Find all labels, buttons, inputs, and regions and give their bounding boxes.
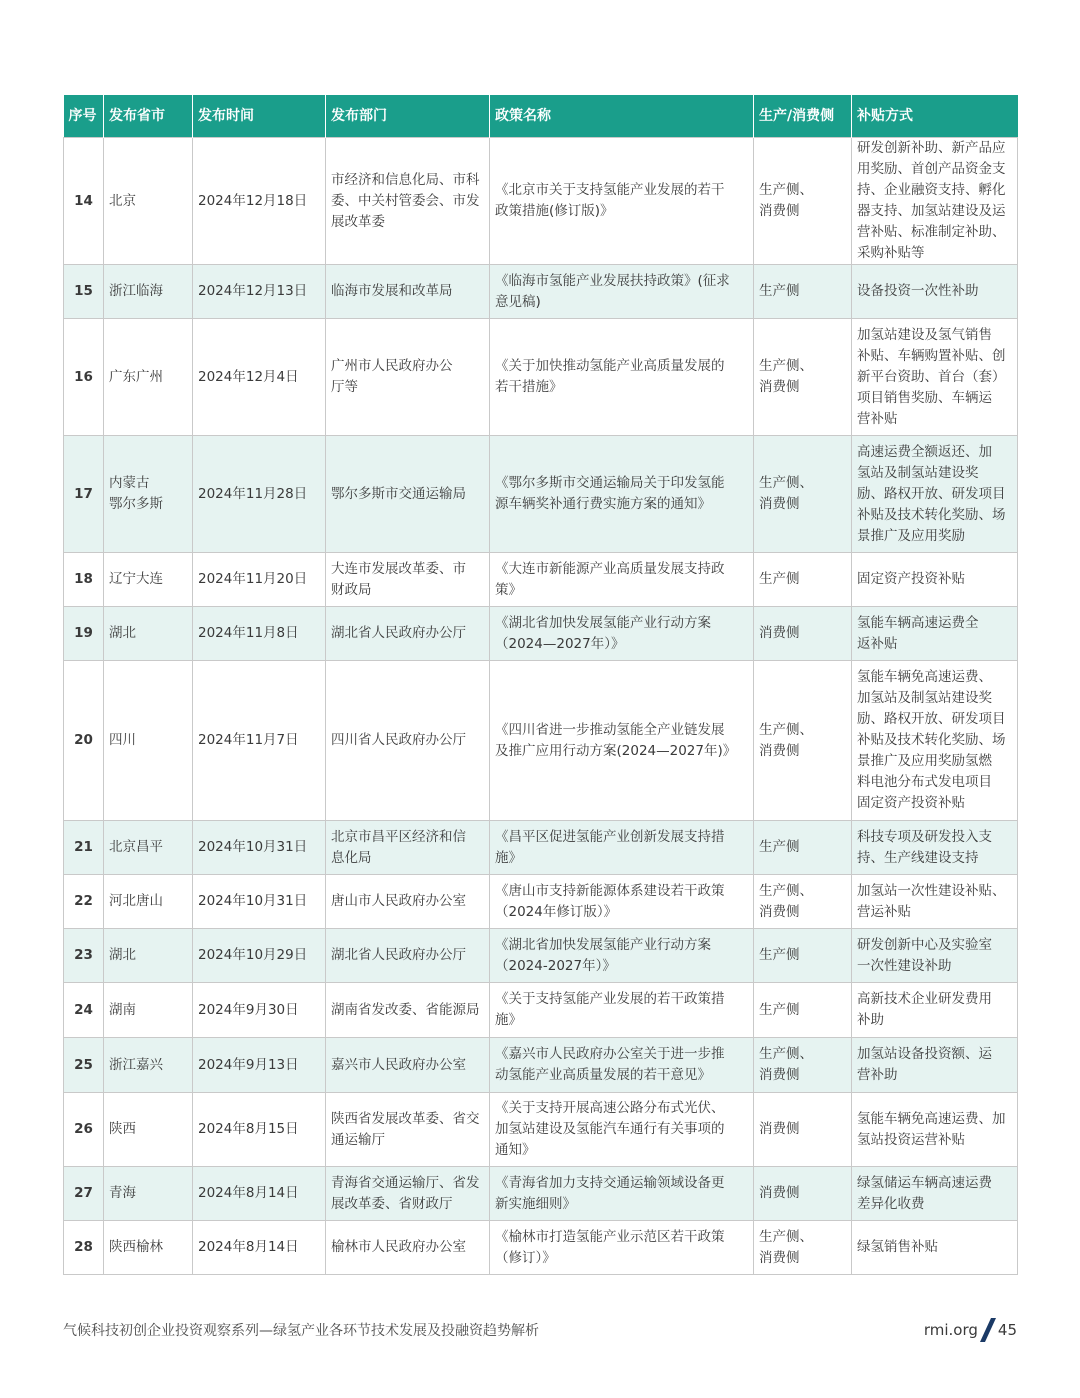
row-subsidy: 科技专项及研发投入支 持、生产线建设支持 [852,821,1018,875]
row-date: 2024年12月4日 [193,319,326,436]
row-date: 2024年10月31日 [193,875,326,929]
row-subsidy: 加氢站建设及氢气销售 补贴、车辆购置补贴、创 新平台资助、首台（套） 项目销售奖励、车辆运 营补贴 [852,319,1018,436]
header-cell: 补贴方式 [852,95,1018,138]
row-number: 27 [64,1167,104,1221]
row-dept: 临海市发展和改革局 [326,265,490,319]
table-row [64,1167,1018,1221]
row-side: 生产侧、 消费侧 [754,138,852,265]
header-cell: 发布部门 [326,95,490,138]
table-row [64,983,1018,1038]
footer-site-link[interactable]: rmi.org [923,1321,978,1339]
row-policy: 《榆林市打造氢能产业示范区若干政策 （修订）》 [490,1221,754,1275]
row-side: 生产侧 [754,983,852,1038]
table-row [64,821,1018,875]
row-policy: 《昌平区促进氢能产业创新发展支持措 施》 [490,821,754,875]
table-row [64,1221,1018,1275]
row-dept: 嘉兴市人民政府办公室 [326,1038,490,1093]
policy-table [63,95,1018,1275]
table-header-row [64,95,1018,138]
row-date: 2024年9月13日 [193,1038,326,1093]
table-row [64,265,1018,319]
row-date: 2024年11月20日 [193,553,326,607]
header-cell: 序号 [64,95,104,138]
row-side: 消费侧 [754,1167,852,1221]
row-subsidy: 氢能车辆免高速运费、 加氢站及制氢站建设奖 励、路权开放、研发项目 补贴及技术转化奖励、场 景推广及应用奖励氢燃 料电池分布式发电项目 固定资产投资补贴 [852,661,1018,821]
row-city: 湖北 [104,929,193,983]
row-subsidy: 固定资产投资补贴 [852,553,1018,607]
row-side: 生产侧、 消费侧 [754,1038,852,1093]
row-policy: 《关于加快推动氢能产业高质量发展的 若干措施》 [490,319,754,436]
row-number: 24 [64,983,104,1038]
row-date: 2024年8月14日 [193,1167,326,1221]
row-policy: 《唐山市支持新能源体系建设若干政策 （2024年修订版）》 [490,875,754,929]
row-city: 浙江临海 [104,265,193,319]
row-city: 北京昌平 [104,821,193,875]
row-number: 19 [64,607,104,661]
row-city: 内蒙古 鄂尔多斯 [104,436,193,553]
row-policy: 《湖北省加快发展氢能产业行动方案 （2024-2027年）》 [490,929,754,983]
row-dept: 榆林市人民政府办公室 [326,1221,490,1275]
row-dept: 四川省人民政府办公厅 [326,661,490,821]
row-dept: 湖南省发改委、省能源局 [326,983,490,1038]
header-cell: 发布省市 [104,95,193,138]
table-row [64,875,1018,929]
table-row [64,1093,1018,1167]
header-cell: 发布时间 [193,95,326,138]
row-policy: 《关于支持开展高速公路分布式光伏、 加氢站建设及氢能汽车通行有关事项的 通知》 [490,1093,754,1167]
row-subsidy: 研发创新补助、新产品应 用奖励、首创产品资金支 持、企业融资支持、孵化 器支持、加氢站建设及运 营补贴、标准制定补助、 采购补贴等 [852,138,1018,265]
slash-divider-icon [980,1318,996,1342]
row-policy: 《四川省进一步推动氢能全产业链发展 及推广应用行动方案(2024—2027年)》 [490,661,754,821]
row-dept: 青海省交通运输厅、省发 展改革委、省财政厅 [326,1167,490,1221]
row-side: 生产侧 [754,553,852,607]
row-subsidy: 绿氢储运车辆高速运费 差异化收费 [852,1167,1018,1221]
table-row [64,929,1018,983]
row-dept: 鄂尔多斯市交通运输局 [326,436,490,553]
row-city: 湖南 [104,983,193,1038]
footer-page-info [924,1318,1017,1342]
row-policy: 《嘉兴市人民政府办公室关于进一步推 动氢能产业高质量发展的若干意见》 [490,1038,754,1093]
row-dept: 唐山市人民政府办公室 [326,875,490,929]
row-side: 消费侧 [754,1093,852,1167]
row-policy: 《关于支持氢能产业发展的若干政策措 施》 [490,983,754,1038]
row-city: 广东广州 [104,319,193,436]
row-date: 2024年8月14日 [193,1221,326,1275]
header-cell: 生产/消费侧 [754,95,852,138]
row-city: 北京 [104,138,193,265]
row-dept: 湖北省人民政府办公厅 [326,929,490,983]
row-number: 20 [64,661,104,821]
row-side: 生产侧、 消费侧 [754,319,852,436]
table-row [64,661,1018,821]
row-dept: 北京市昌平区经济和信 息化局 [326,821,490,875]
row-date: 2024年9月30日 [193,983,326,1038]
table-row [64,436,1018,553]
row-number: 25 [64,1038,104,1093]
row-policy: 《北京市关于支持氢能产业发展的若干 政策措施(修订版)》 [490,138,754,265]
row-policy: 《临海市氢能产业发展扶持政策》(征求 意见稿) [490,265,754,319]
row-side: 生产侧、 消费侧 [754,661,852,821]
row-subsidy: 氢能车辆免高速运费、加 氢站投资运营补贴 [852,1093,1018,1167]
table-row [64,607,1018,661]
row-side: 生产侧 [754,821,852,875]
row-dept: 广州市人民政府办公 厅等 [326,319,490,436]
row-subsidy: 高速运费全额返还、加 氢站及制氢站建设奖 励、路权开放、研发项目 补贴及技术转化奖励、场 景推广及应用奖励 [852,436,1018,553]
row-date: 2024年8月15日 [193,1093,326,1167]
table-row [64,553,1018,607]
row-number: 15 [64,265,104,319]
row-dept: 湖北省人民政府办公厅 [326,607,490,661]
row-policy: 《鄂尔多斯市交通运输局关于印发氢能 源车辆奖补通行费实施方案的通知》 [490,436,754,553]
row-dept: 市经济和信息化局、市科 委、中关村管委会、市发 展改革委 [326,138,490,265]
row-number: 26 [64,1093,104,1167]
table-row [64,1038,1018,1093]
row-side: 生产侧、 消费侧 [754,436,852,553]
row-subsidy: 加氢站一次性建设补贴、 营运补贴 [852,875,1018,929]
row-city: 辽宁大连 [104,553,193,607]
row-number: 21 [64,821,104,875]
row-side: 生产侧 [754,265,852,319]
row-policy: 《大连市新能源产业高质量发展支持政 策》 [490,553,754,607]
row-city: 青海 [104,1167,193,1221]
row-dept: 大连市发展改革委、市 财政局 [326,553,490,607]
row-number: 23 [64,929,104,983]
table-row [64,319,1018,436]
row-city: 河北唐山 [104,875,193,929]
row-number: 22 [64,875,104,929]
row-city: 陕西 [104,1093,193,1167]
page-number: 45 [997,1321,1017,1339]
row-number: 18 [64,553,104,607]
row-subsidy: 绿氢销售补贴 [852,1221,1018,1275]
table-row [64,138,1018,265]
row-number: 14 [64,138,104,265]
row-number: 28 [64,1221,104,1275]
row-subsidy: 氢能车辆高速运费全 返补贴 [852,607,1018,661]
row-subsidy: 加氢站设备投资额、运 营补助 [852,1038,1018,1093]
row-policy: 《湖北省加快发展氢能产业行动方案 （2024—2027年）》 [490,607,754,661]
row-dept: 陕西省发展改革委、省交 通运输厅 [326,1093,490,1167]
row-date: 2024年10月31日 [193,821,326,875]
row-city: 浙江嘉兴 [104,1038,193,1093]
footer-report-title: 气候科技初创企业投资观察系列—绿氢产业各环节技术发展及投融资趋势解析 [63,1323,539,1339]
row-date: 2024年12月18日 [193,138,326,265]
row-subsidy: 高新技术企业研发费用 补助 [852,983,1018,1038]
row-date: 2024年11月7日 [193,661,326,821]
row-number: 17 [64,436,104,553]
row-side: 消费侧 [754,607,852,661]
row-subsidy: 设备投资一次性补助 [852,265,1018,319]
row-policy: 《青海省加力支持交通运输领域设备更 新实施细则》 [490,1167,754,1221]
row-date: 2024年11月28日 [193,436,326,553]
header-cell: 政策名称 [490,95,754,138]
row-city: 陕西榆林 [104,1221,193,1275]
row-date: 2024年12月13日 [193,265,326,319]
row-number: 16 [64,319,104,436]
row-city: 四川 [104,661,193,821]
row-side: 生产侧 [754,929,852,983]
row-side: 生产侧、 消费侧 [754,1221,852,1275]
row-side: 生产侧、 消费侧 [754,875,852,929]
row-date: 2024年11月8日 [193,607,326,661]
row-city: 湖北 [104,607,193,661]
row-subsidy: 研发创新中心及实验室 一次性建设补助 [852,929,1018,983]
row-date: 2024年10月29日 [193,929,326,983]
